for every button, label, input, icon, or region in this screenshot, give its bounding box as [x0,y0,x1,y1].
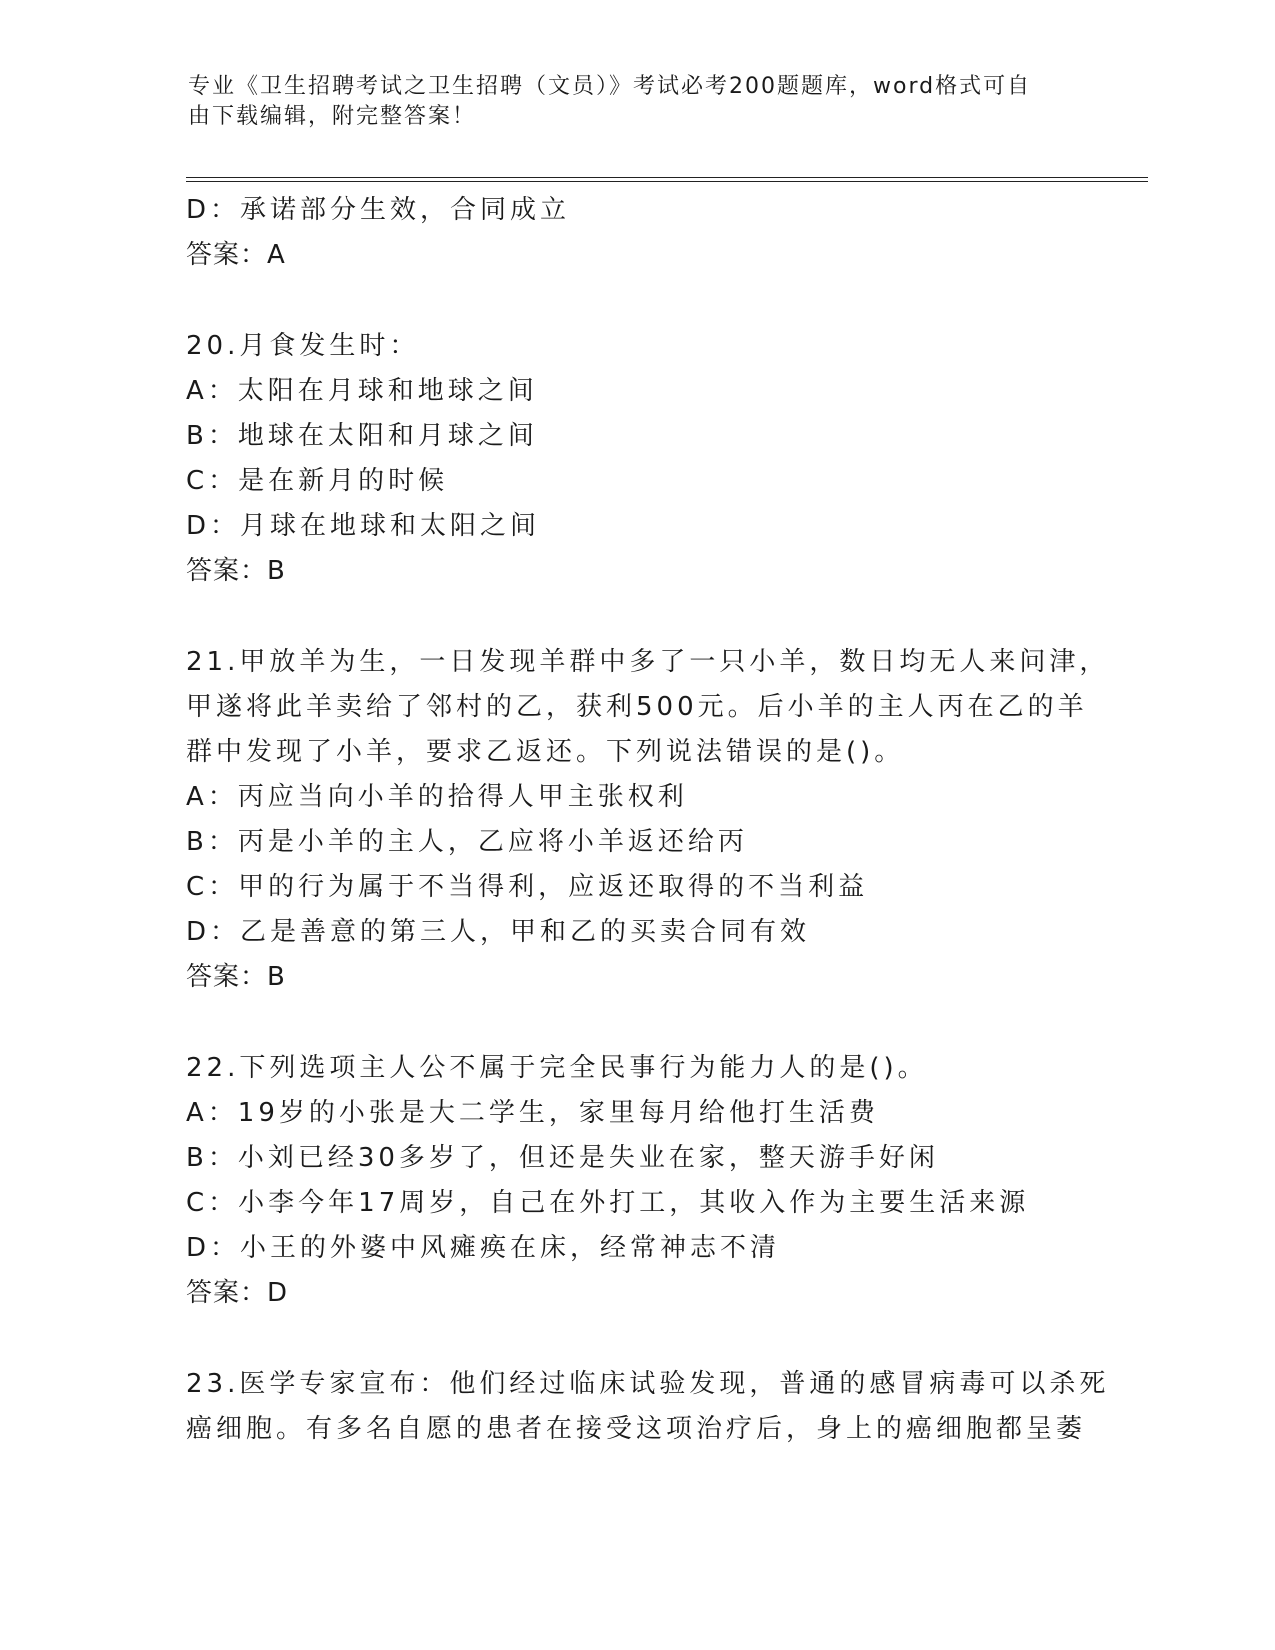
option-d: D：承诺部分生效，合同成立 [186,195,571,225]
question-21 [186,640,1110,1000]
document-header [188,72,1068,132]
question-20 [186,324,1076,594]
question-22 [186,1046,1076,1316]
option-a: A：丙应当向小羊的拾得人甲主张权利 [186,782,688,812]
question-19 [186,188,1076,278]
question-text: 22.下列选项主人公不属于完全民事行为能力人的是()。 [186,1053,928,1083]
option-b: B：丙是小羊的主人，乙应将小羊返还给丙 [186,827,748,857]
option-c: C：甲的行为属于不当得利，应返还取得的不当利益 [186,872,869,902]
option-c: C：是在新月的时候 [186,466,449,496]
option-b: B：小刘已经30多岁了，但还是失业在家，整天游手好闲 [186,1143,939,1173]
header-line-2: 由下载编辑，附完整答案！ [188,104,477,129]
spacer [186,1000,1076,1046]
answer: 答案：A [186,240,286,270]
question-text-line-1: 21.甲放羊为生，一日发现羊群中多了一只小羊，数日均无人来问津， [186,647,1110,677]
option-d: D：月球在地球和太阳之间 [186,511,541,541]
spacer [186,278,1076,324]
option-d: D：乙是善意的第三人，甲和乙的买卖合同有效 [186,917,811,947]
header-divider [186,177,1148,182]
question-23 [186,1362,1110,1452]
option-b: B：地球在太阳和月球之间 [186,421,538,451]
option-a: A：19岁的小张是大二学生，家里每月给他打生活费 [186,1098,879,1128]
answer: 答案：B [186,556,286,586]
option-c: C：小李今年17周岁，自己在外打工，其收入作为主要生活来源 [186,1188,1030,1218]
question-list [186,188,1110,1452]
answer: 答案：B [186,962,286,992]
question-text-line-3: 群中发现了小羊，要求乙返还。下列说法错误的是()。 [186,737,905,767]
question-text: 20.月食发生时： [186,331,420,361]
option-d: D：小王的外婆中风瘫痪在床，经常神志不清 [186,1233,781,1263]
question-text-line-2: 癌细胞。有多名自愿的患者在接受这项治疗后，身上的癌细胞都呈萎 [186,1414,1087,1444]
question-text-line-2: 甲遂将此羊卖给了邻村的乙，获利500元。后小羊的主人丙在乙的羊 [186,692,1088,722]
spacer [186,1316,1076,1362]
question-text-line-1: 23.医学专家宣布：他们经过临床试验发现，普通的感冒病毒可以杀死 [186,1369,1110,1399]
spacer [186,594,1076,640]
answer: 答案：D [186,1278,289,1308]
option-a: A：太阳在月球和地球之间 [186,376,538,406]
header-line-1: 专业《卫生招聘考试之卫生招聘（文员）》考试必考200题题库，word格式可自 [188,74,1032,99]
